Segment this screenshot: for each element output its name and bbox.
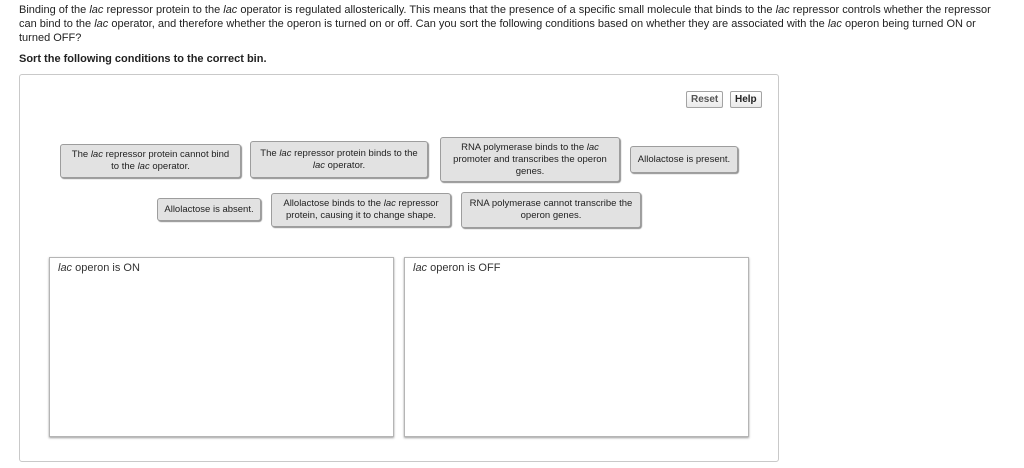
card-rna-polymerase-cannot-transcribe[interactable]: RNA polymerase cannot transcribe the operon genes.: [461, 192, 641, 228]
card-repressor-binds[interactable]: The lac repressor protein binds to the lac operator.: [250, 141, 428, 178]
bin-operon-on[interactable]: [49, 257, 394, 437]
card-repressor-cannot-bind[interactable]: The lac repressor protein cannot bind to the lac operator.: [60, 144, 241, 178]
card-allolactose-present[interactable]: Allolactose is present.: [630, 146, 738, 173]
instruction-text: Sort the following conditions to the correct bin.: [19, 53, 267, 65]
card-allolactose-absent[interactable]: Allolactose is absent.: [157, 198, 261, 221]
bin-operon-off[interactable]: [404, 257, 749, 437]
sorting-workspace: [19, 74, 779, 462]
bin-operon-on-label: lac operon is ON: [58, 262, 146, 274]
card-allolactose-binds-repressor[interactable]: Allolactose binds to the lac repressor protein, causing it to change shape.: [271, 193, 451, 227]
bin-operon-off-label: lac operon is OFF: [413, 262, 506, 274]
help-button[interactable]: Help: [730, 91, 762, 108]
card-rna-polymerase-transcribes[interactable]: RNA polymerase binds to the lac promoter and transcribes the operon genes.: [440, 137, 620, 182]
question-text: Binding of the lac repressor protein to the lac operator is regulated allosterically. This means that the presence of a specific small molecule that binds to the lac repressor controls whether the repressor can bind to the lac operator, and therefore whether the operon is turned on or off. Can you sort the following conditions based on whether they are associated with the lac operon being turned ON or turned OFF?: [19, 4, 991, 44]
reset-button[interactable]: Reset: [686, 91, 723, 108]
